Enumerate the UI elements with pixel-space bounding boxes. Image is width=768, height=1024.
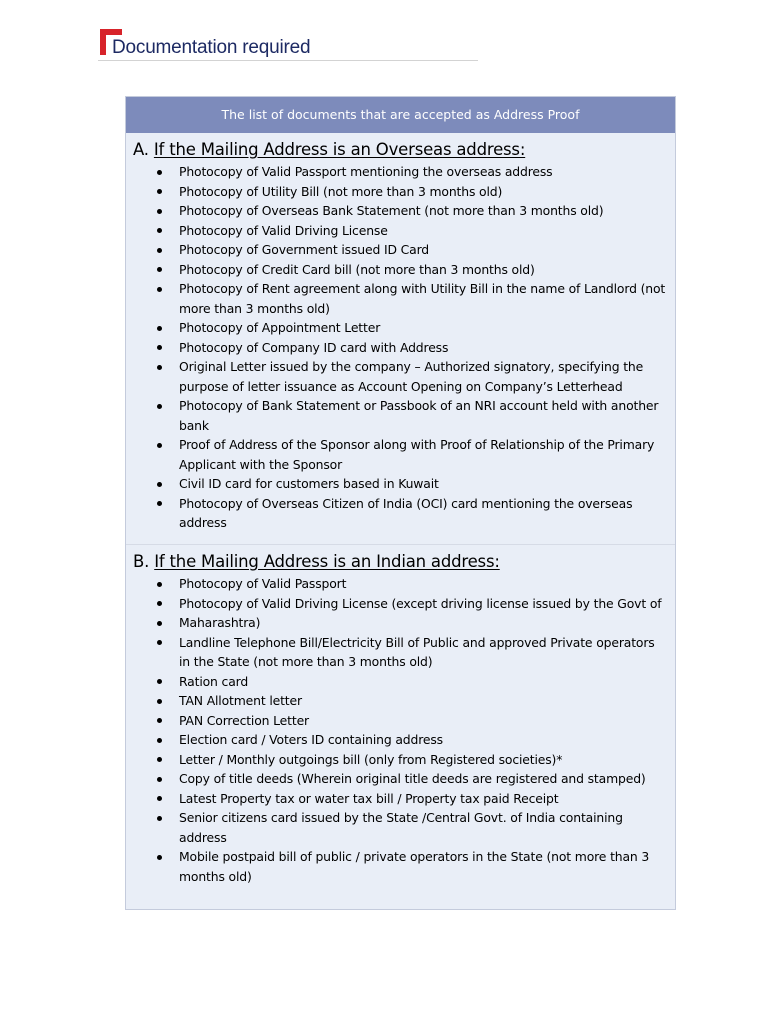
list-item (133, 672, 675, 692)
list-item-text: Photocopy of Valid Driving License (179, 222, 388, 238)
list-item-text: Photocopy of Rent agreement along with Utility Bill in the name of Landlord (not more than 3 months old) (179, 281, 666, 316)
list-item-text: Letter / Monthly outgoings bill (only from Registered societies)* (179, 751, 563, 767)
list-item (133, 711, 675, 731)
bullet-icon (157, 738, 162, 743)
list-item (133, 260, 675, 280)
list-item (133, 494, 675, 533)
section-prefix: B. (133, 552, 150, 571)
list-item (133, 435, 675, 474)
list-item-text: Copy of title deeds (Wherein original title deeds are registered and stamped) (179, 771, 646, 786)
list-item-text: Senior citizens card issued by the State /Central Govt. of India containing address (179, 810, 623, 845)
bullet-icon (157, 365, 162, 370)
bullet-icon (157, 189, 162, 194)
list-item (133, 633, 675, 672)
list-item-text: Photocopy of Valid Driving License (except driving license issued by the Govt of (179, 595, 662, 611)
section-heading: If the Mailing Address is an Indian address: (154, 552, 500, 571)
section-overseas (126, 133, 675, 545)
document-list (133, 574, 675, 886)
bullet-icon (157, 501, 162, 506)
list-item-text: Mobile postpaid bill of public / private operators in the State (not more than 3 months old) (179, 849, 650, 884)
list-item (133, 789, 675, 809)
list-item-text: Photocopy of Utility Bill (not more than 3 months old) (179, 183, 503, 199)
bullet-icon (157, 640, 162, 645)
section-title (133, 551, 675, 573)
list-item (133, 240, 675, 260)
list-item (133, 357, 675, 396)
header-divider (98, 60, 478, 61)
list-item (133, 182, 675, 202)
list-item (133, 574, 675, 594)
page-header (98, 28, 478, 62)
list-item (133, 750, 675, 770)
list-item-text: Original Letter issued by the company – Authorized signatory, specifying the purpose of letter issuance as Account Opening on Company’s Letterhead (179, 359, 644, 394)
list-item (133, 338, 675, 358)
list-item-text: Photocopy of Bank Statement or Passbook of an NRI account held with another bank (179, 398, 659, 433)
list-item (133, 201, 675, 221)
bullet-icon (157, 601, 162, 606)
bullet-icon (157, 404, 162, 409)
list-item-text: Ration card (179, 673, 249, 689)
list-item-text: Latest Property tax or water tax bill / Property tax paid Receipt (179, 790, 559, 806)
bullet-icon (157, 796, 162, 801)
address-proof-box (125, 96, 676, 910)
list-item (133, 613, 675, 633)
list-item (133, 221, 675, 241)
list-item-text: Photocopy of Company ID card with Address (179, 339, 449, 355)
document-list (133, 162, 675, 533)
bullet-icon (157, 287, 162, 292)
list-item-text: Photocopy of Overseas Bank Statement (not more than 3 months old) (179, 203, 604, 218)
list-item-text: Photocopy of Valid Passport mentioning the overseas address (179, 164, 553, 179)
bullet-icon (157, 248, 162, 253)
bullet-icon (157, 757, 162, 762)
list-item (133, 396, 675, 435)
list-item-text: Photocopy of Appointment Letter (179, 320, 381, 335)
list-item (133, 474, 675, 494)
bullet-icon (157, 621, 162, 626)
list-item-text: TAN Allotment letter (179, 693, 302, 708)
bullet-icon (157, 326, 162, 331)
page-title: Documentation required (112, 37, 311, 58)
section-heading: If the Mailing Address is an Overseas address: (153, 140, 526, 159)
list-item-text: Photocopy of Credit Card bill (not more than 3 months old) (179, 261, 535, 277)
bullet-icon (157, 582, 162, 587)
list-item-text: Civil ID card for customers based in Kuwait (179, 476, 439, 491)
list-item-text: PAN Correction Letter (179, 712, 309, 728)
bullet-icon (157, 777, 162, 782)
bullet-icon (157, 209, 162, 214)
list-item (133, 769, 675, 789)
list-item (133, 279, 675, 318)
bullet-icon (157, 170, 162, 175)
bullet-icon (157, 345, 162, 350)
bullet-icon (157, 855, 162, 860)
list-item-text: Landline Telephone Bill/Electricity Bill of Public and approved Private operators in the State (not more than 3 months old) (179, 634, 655, 669)
list-item (133, 691, 675, 711)
list-item (133, 730, 675, 750)
list-item-text: Election card / Voters ID containing address (179, 732, 443, 747)
list-item-text: Photocopy of Valid Passport (179, 576, 347, 591)
bullet-icon (157, 482, 162, 487)
bullet-icon (157, 228, 162, 233)
box-header: The list of documents that are accepted as Address Proof (126, 97, 675, 133)
list-item (133, 594, 675, 614)
bullet-icon (157, 699, 162, 704)
list-item-text: Photocopy of Overseas Citizen of India (OCI) card mentioning the overseas address (179, 495, 633, 530)
list-item-text: Proof of Address of the Sponsor along with Proof of Relationship of the Primary Applicant with the Sponsor (179, 437, 655, 472)
bullet-icon (157, 816, 162, 821)
bullet-icon (157, 679, 162, 684)
section-indian (126, 545, 675, 892)
bullet-icon (157, 443, 162, 448)
list-item-text: Maharashtra) (179, 615, 261, 630)
section-prefix: A. (133, 140, 149, 159)
bullet-icon (157, 267, 162, 272)
list-item (133, 162, 675, 182)
bullet-icon (157, 718, 162, 723)
list-item (133, 847, 675, 886)
section-title (133, 139, 675, 161)
list-item-text: Photocopy of Government issued ID Card (179, 242, 430, 257)
list-item (133, 318, 675, 338)
list-item (133, 808, 675, 847)
